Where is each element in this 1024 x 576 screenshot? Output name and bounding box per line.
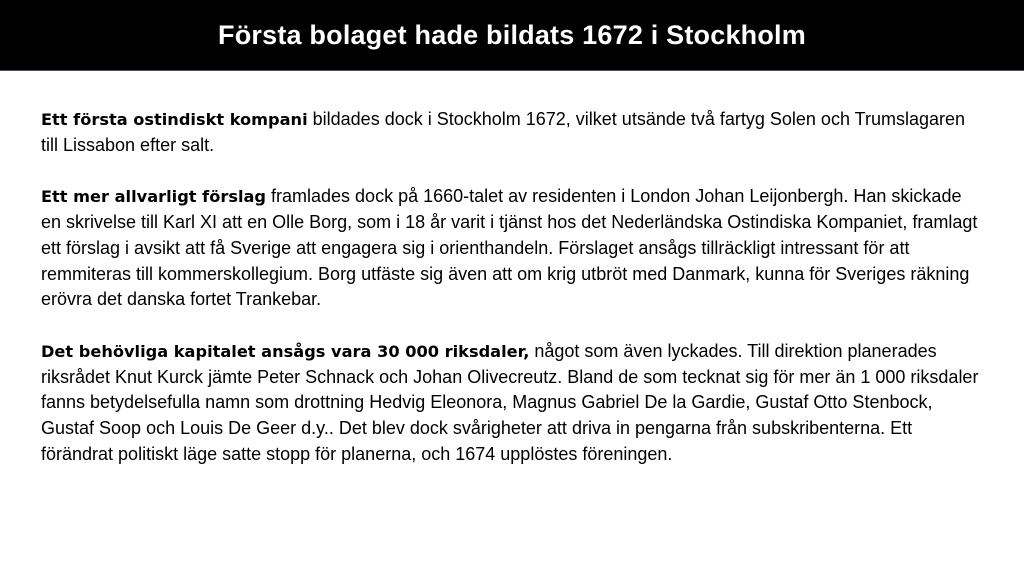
paragraph-serious-proposal	[41, 184, 986, 313]
title-bar	[0, 0, 1024, 71]
paragraph-lead: Ett första ostindiskt kompani	[41, 110, 308, 129]
paragraph-text: bildades dock i Stockholm 1672, vilket utsände två fartyg Solen och Trumslagaren till Lissabon efter salt.	[41, 109, 966, 155]
slide-body	[41, 107, 986, 493]
paragraph-text: något som även lyckades. Till direktion planerades riksrådet Knut Kurck jämte Peter Schnack och Johan Olivecreutz. Bland de som tecknat sig för mer än 1 000 riksdaler fanns betydelsefulla namn som drottning Hedvig Eleonora, Magnus Gabriel De la Gardie, Gustaf Otto Stenbock, Gustaf Soop och Louis De Geer d.y.. Det blev dock svårigheter att driva in pengarna från subskribenterna. Ett förändrat politiskt läge satte stopp för planerna, och 1674 upplöstes föreningen.	[41, 340, 979, 464]
slide-title: Första bolaget hade bildats 1672 i Stockholm	[218, 19, 806, 50]
paragraph-lead: Det behövliga kapitalet ansågs vara 30 000 riksdaler,	[41, 341, 530, 361]
paragraph-text: framlades dock på 1660-talet av residenten i London Johan Leijonbergh. Han skickade en skrivelse till Karl XI att en Olle Borg, som i 18 år varit i tjänst hos det Nederländska Ostindiska Kompaniet, framlagt ett förslag i avsikt att få Sverige att engagera sig i orienthandeln. Förslaget ansågs tillräckligt intressant för att remmiteras till kommerskollegium. Borg utfäste sig även att om krig utbröt med Danmark, kunna för Sveriges räkning erövra det danska fortet Trankebar.	[41, 186, 978, 310]
paragraph-first-company	[41, 107, 986, 158]
paragraph-capital	[41, 339, 986, 468]
paragraph-lead: Ett mer allvarligt förslag	[41, 187, 267, 207]
